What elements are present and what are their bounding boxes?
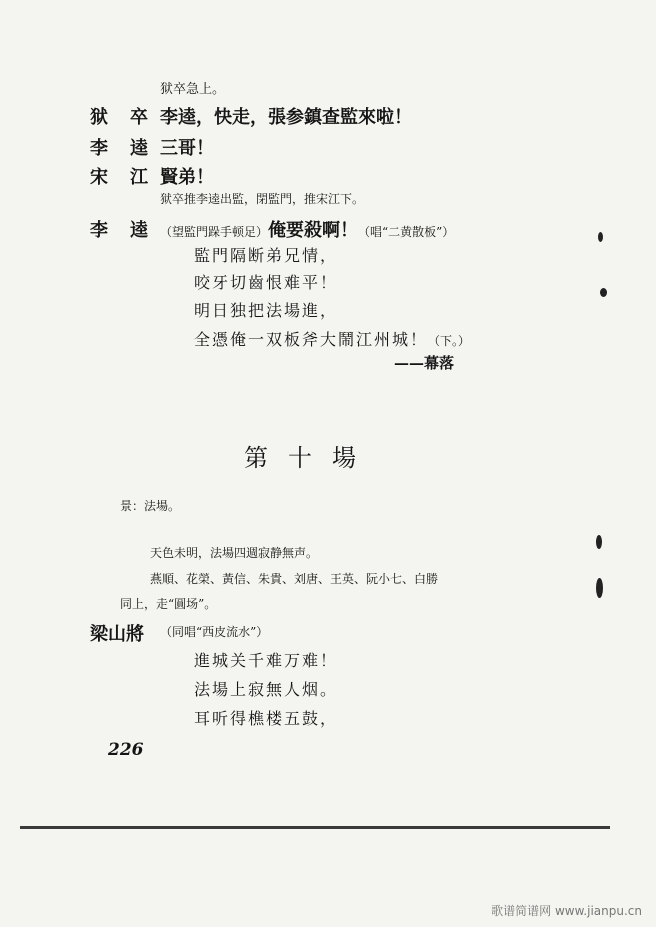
stage-direction-heroes: 燕順、花榮、黃信、朱貴、刘唐、王英、阮小七、白勝 <box>150 572 439 586</box>
bottom-rule <box>20 826 610 829</box>
line-guard: 李逵，快走，張参鎮查監來啦！ <box>160 107 412 128</box>
likui-singing-note: （唱“二黄散板”） <box>358 225 455 239</box>
verse-line: 全憑俺一双板斧大鬧江州城！ <box>194 330 429 349</box>
speaker-songjiang: 宋 江 <box>90 167 150 188</box>
liangshan-singing-note: （同唱“西皮流水”） <box>160 625 269 639</box>
likui-line: 俺要殺啊！ <box>268 220 359 241</box>
curtain-falls: ——幕落 <box>394 354 455 372</box>
likui-line-row <box>160 216 454 242</box>
ink-smudge <box>598 232 603 242</box>
scene-title: 第十場 <box>244 444 376 472</box>
verse-line: 進城关千难万难！ <box>194 651 339 670</box>
watermark: 歌谱简谱网 www.jianpu.cn <box>491 904 642 918</box>
verse-line: 咬牙切齒恨难平！ <box>194 273 339 292</box>
stage-direction-exit: 狱卒推李逵出監，閉監門，推宋江下。 <box>160 192 365 206</box>
speaker-likui-2: 李 逵 <box>90 220 150 241</box>
ink-smudge <box>596 578 603 598</box>
ink-smudge <box>600 288 607 297</box>
speaker-guard: 狱 卒 <box>90 107 150 128</box>
scene-setting: 景：法場。 <box>120 499 181 513</box>
speaker-likui: 李 逵 <box>90 138 150 159</box>
verse-line-last <box>194 327 470 350</box>
line-songjiang: 賢弟！ <box>160 167 214 188</box>
stage-direction-dawn: 天色未明，法場四週寂静無声。 <box>150 546 319 560</box>
verse-line: 明日独把法場進， <box>194 301 339 320</box>
line-likui: 三哥！ <box>160 138 214 159</box>
verse-line: 耳听得樵楼五鼓， <box>194 709 339 728</box>
ink-smudge <box>596 535 602 549</box>
stage-direction-heroes-cont: 同上，走“圓场”。 <box>120 597 217 611</box>
stage-direction-guard-enters: 狱卒急上。 <box>160 82 226 97</box>
page-number: 226 <box>108 740 144 760</box>
verse-line: 監門隔断弟兄情， <box>194 246 339 265</box>
speaker-liangshan: 梁山將 <box>90 624 144 645</box>
verse-line: 法場上寂無人烟。 <box>194 680 339 699</box>
likui-action-note: （望監門跺手顿足） <box>160 225 269 239</box>
exit-note: （下。） <box>428 334 471 348</box>
